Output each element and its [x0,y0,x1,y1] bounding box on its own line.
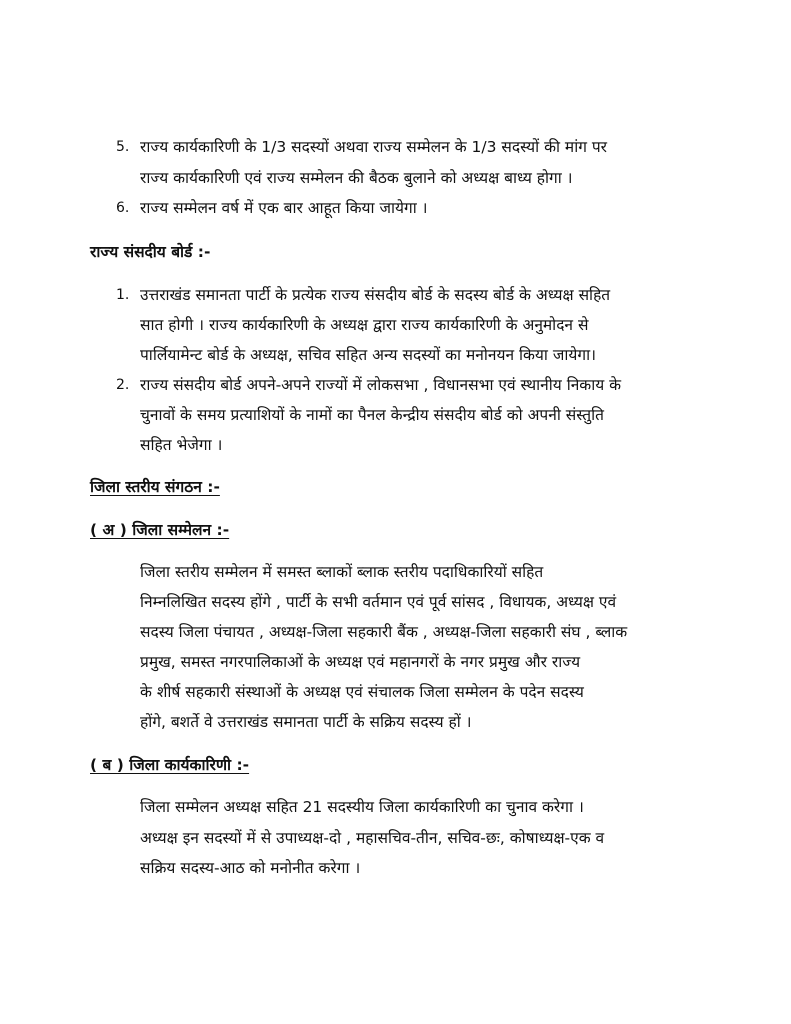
paragraph-line: निम्नलिखित सदस्य होंगे , पार्टी के सभी वर्तमान एवं पूर्व सांसद , विधायक, अध्यक्ष एवं [140,593,617,611]
paragraph-line: राज्य संसदीय बोर्ड अपने-अपने राज्यों में लोकसभा , विधानसभा एवं स्थानीय निकाय के [140,376,622,394]
paragraph-line: सहित भेजेगा । [140,436,223,454]
paragraph-line: चुनावों के समय प्रत्याशियों के नामों का पैनल केन्द्रीय संसदीय बोर्ड को अपनी संस्तुति [140,406,604,424]
paragraph-line: राज्य कार्यकारिणी एवं राज्य सम्मेलन की बैठक बुलाने को अध्यक्ष बाध्य होगा । [140,169,573,187]
paragraph-line: जिला स्तरीय सम्मेलन में समस्त ब्लाकों ब्लाक स्तरीय पदाधिकारियों सहित [140,563,544,581]
paragraph-line: प्रमुख, समस्त नगरपालिकाओं के अध्यक्ष एवं महानगरों के नगर प्रमुख और राज्य [140,653,581,671]
list-number: 5. [116,139,130,155]
paragraph-line: राज्य सम्मेलन वर्ष में एक बार आहूत किया जायेगा । [140,199,428,217]
paragraph-line: होंगे, बशर्ते वे उत्तराखंड समानता पार्टी के सक्रिय सदस्य हों । [140,713,472,731]
subsection-heading: ( ब ) जिला कार्यकारिणी :- [90,756,250,774]
section-heading: राज्य संसदीय बोर्ड :- [90,243,211,261]
paragraph-line: पार्लियामेन्ट बोर्ड के अध्यक्ष, सचिव सहित अन्य सदस्यों का मनोनयन किया जायेगा। [140,346,596,364]
paragraph-line: अध्यक्ष इन सदस्यों में से उपाध्यक्ष-दो , महासचिव-तीन, सचिव-छः, कोषाध्यक्ष-एक व [140,829,605,847]
paragraph-line: उत्तराखंड समानता पार्टी के प्रत्येक राज्य संसदीय बोर्ड के सदस्य बोर्ड के अध्यक्ष सहित [140,286,611,304]
subsection-heading: ( अ ) जिला सम्मेलन :- [90,521,230,539]
paragraph-line: जिला सम्मेलन अध्यक्ष सहित 21 सदस्यीय जिला कार्यकारिणी का चुनाव करेगा । [140,798,584,816]
list-number: 2. [116,377,130,393]
paragraph-line: राज्य कार्यकारिणी के 1/3 सदस्यों अथवा राज्य सम्मेलन के 1/3 सदस्यों की मांग पर [140,138,608,156]
paragraph-line: सदस्य जिला पंचायत , अध्यक्ष-जिला सहकारी बैंक , अध्यक्ष-जिला सहकारी संघ , ब्लाक [140,623,628,641]
section-heading: जिला स्तरीय संगठन :- [90,478,220,496]
paragraph-line: सक्रिय सदस्य-आठ को मनोनीत करेगा । [140,859,361,877]
list-number: 6. [116,200,130,216]
paragraph-line: सात होगी । राज्य कार्यकारिणी के अध्यक्ष द्वारा राज्य कार्यकारिणी के अनुमोदन से [140,316,589,334]
paragraph-line: के शीर्ष सहकारी संस्थाओं के अध्यक्ष एवं संचालक जिला सम्मेलन के पदेन सदस्य [140,683,584,701]
list-number: 1. [116,287,130,303]
